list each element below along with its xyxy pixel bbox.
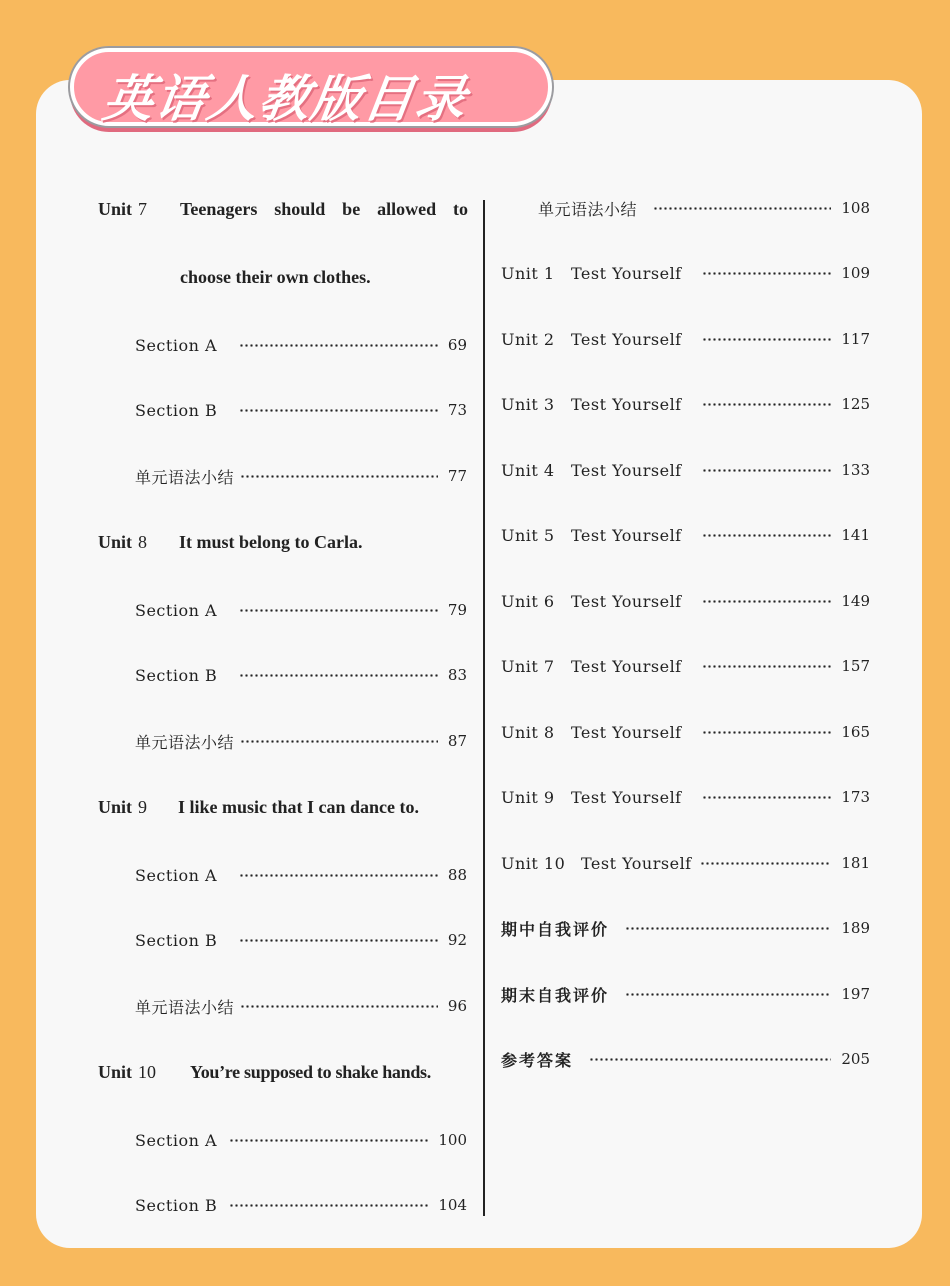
dot-leader: [702, 533, 832, 537]
toc-entry-test[interactable]: [501, 324, 870, 354]
unit-10-heading: [98, 1062, 156, 1083]
test-unit-label: Unit 4: [501, 460, 555, 480]
toc-entry[interactable]: [135, 1190, 467, 1220]
toc-entry-test[interactable]: [501, 586, 870, 616]
page-number: 165: [841, 723, 870, 741]
unit-number: 10: [138, 1062, 157, 1082]
toc-entry[interactable]: [501, 979, 870, 1009]
entry-label: Test Yourself: [571, 460, 682, 480]
unit-label: Unit: [98, 1062, 133, 1082]
entry-label: Section B: [135, 665, 218, 685]
page-number: 69: [447, 336, 467, 354]
dot-leader: [239, 408, 438, 412]
toc-entry-test[interactable]: [501, 389, 870, 419]
toc-entry[interactable]: [135, 925, 467, 955]
entry-label: 单元语法小结: [135, 997, 235, 1017]
page-number: 125: [841, 395, 870, 413]
test-unit-label: Unit 5: [501, 525, 555, 545]
entry-label: 单元语法小结: [538, 199, 638, 219]
toc-entry-test[interactable]: [501, 455, 870, 485]
page-number: 79: [447, 601, 467, 619]
dot-leader: [702, 599, 832, 603]
page-number: 117: [841, 330, 870, 348]
entry-label: Test Yourself: [581, 853, 692, 873]
dot-leader: [240, 739, 438, 743]
dot-leader: [240, 1004, 438, 1008]
unit-number: 9: [138, 797, 148, 817]
unit-7-title-line1: Teenagers should be allowed to: [180, 199, 468, 219]
toc-entry-test[interactable]: [501, 782, 870, 812]
column-divider: [483, 200, 485, 1216]
page-number: 77: [447, 467, 467, 485]
toc-entry[interactable]: [135, 726, 467, 756]
entry-label: Test Yourself: [571, 722, 682, 742]
entry-label: 参考答案: [501, 1050, 574, 1070]
dot-leader: [239, 873, 438, 877]
title-banner-pill: [70, 48, 552, 126]
dot-leader: [239, 938, 438, 942]
entry-label: Section A: [135, 335, 218, 355]
page-number: 104: [438, 1196, 467, 1214]
test-unit-label: Unit 1: [501, 263, 555, 283]
toc-entry[interactable]: [135, 991, 467, 1021]
unit-10-title: You’re supposed to shake hands.: [190, 1062, 431, 1082]
test-unit-label: Unit 8: [501, 722, 555, 742]
dot-leader: [229, 1138, 428, 1142]
dot-leader: [239, 608, 438, 612]
toc-entry[interactable]: [538, 193, 870, 223]
toc-entry-test[interactable]: [501, 651, 870, 681]
entry-label: 期末自我评价: [501, 985, 610, 1005]
unit-9-title: I like music that I can dance to.: [178, 797, 420, 817]
entry-label: 单元语法小结: [135, 732, 235, 752]
test-unit-label: Unit 7: [501, 656, 555, 676]
dot-leader: [240, 474, 438, 478]
page-number: 141: [841, 526, 870, 544]
entry-label: Section B: [135, 400, 218, 420]
page-number: 197: [841, 985, 870, 1003]
toc-entry[interactable]: [135, 1125, 467, 1155]
unit-number: 8: [138, 532, 148, 552]
entry-label: Section A: [135, 865, 218, 885]
dot-leader: [702, 271, 832, 275]
page-number: 100: [438, 1131, 467, 1149]
title-banner: [70, 48, 552, 126]
entry-label: 期中自我评价: [501, 919, 610, 939]
toc-entry[interactable]: [501, 1044, 870, 1074]
dot-leader: [229, 1203, 428, 1207]
unit-label: Unit: [98, 797, 133, 817]
page-number: 189: [841, 919, 870, 937]
dot-leader: [625, 926, 831, 930]
entry-label: 单元语法小结: [135, 467, 235, 487]
page-number: 173: [841, 788, 870, 806]
toc-entry-test[interactable]: [501, 520, 870, 550]
entry-label: Test Yourself: [571, 656, 682, 676]
page-number: 205: [841, 1050, 870, 1068]
test-unit-label: Unit 2: [501, 329, 555, 349]
page-number: 149: [841, 592, 870, 610]
page-number: 157: [841, 657, 870, 675]
unit-8-heading: [98, 532, 147, 553]
toc-entry[interactable]: [135, 660, 467, 690]
entry-label: Section B: [135, 1195, 218, 1215]
dot-leader: [702, 337, 832, 341]
toc-entry[interactable]: [135, 461, 467, 491]
page-number: 108: [841, 199, 870, 217]
dot-leader: [702, 468, 832, 472]
entry-label: Test Yourself: [571, 591, 682, 611]
entry-label: Test Yourself: [571, 787, 682, 807]
toc-entry[interactable]: [135, 595, 467, 625]
dot-leader: [702, 795, 832, 799]
entry-label: Section B: [135, 930, 218, 950]
unit-7-heading: [98, 199, 147, 220]
entry-label: Test Yourself: [571, 394, 682, 414]
test-unit-label: Unit 3: [501, 394, 555, 414]
unit-8-title: It must belong to Carla.: [179, 532, 363, 552]
page-number: 83: [447, 666, 467, 684]
entry-label: Section A: [135, 600, 218, 620]
toc-entry-test[interactable]: [501, 258, 870, 288]
toc-entry[interactable]: [501, 913, 870, 943]
toc-entry-test[interactable]: [501, 717, 870, 747]
page-number: 133: [841, 461, 870, 479]
dot-leader: [702, 402, 832, 406]
test-unit-label: Unit 9: [501, 787, 555, 807]
dot-leader: [653, 206, 831, 210]
dot-leader: [239, 673, 438, 677]
dot-leader: [702, 664, 832, 668]
page-number: 96: [447, 997, 467, 1015]
unit-label: Unit: [98, 199, 133, 219]
toc-entry[interactable]: [135, 860, 467, 890]
toc-entry-test[interactable]: [501, 848, 870, 878]
page-number: 73: [447, 401, 467, 419]
dot-leader: [589, 1057, 831, 1061]
unit-7-title-line2: choose their own clothes.: [180, 267, 371, 287]
entry-label: Test Yourself: [571, 525, 682, 545]
test-unit-label: Unit 10: [501, 853, 566, 873]
unit-9-heading: [98, 797, 147, 818]
unit-number: 7: [138, 199, 148, 219]
entry-label: Section A: [135, 1130, 218, 1150]
dot-leader: [625, 992, 831, 996]
test-unit-label: Unit 6: [501, 591, 555, 611]
dot-leader: [702, 730, 832, 734]
page-number: 87: [447, 732, 467, 750]
entry-label: Test Yourself: [571, 263, 682, 283]
dot-leader: [239, 343, 438, 347]
unit-label: Unit: [98, 532, 133, 552]
page-number: 92: [447, 931, 467, 949]
entry-label: Test Yourself: [571, 329, 682, 349]
dot-leader: [700, 861, 832, 865]
page-number: 88: [447, 866, 467, 884]
page-number: 109: [841, 264, 870, 282]
toc-entry[interactable]: [135, 330, 467, 360]
toc-entry[interactable]: [135, 395, 467, 425]
page-number: 181: [841, 854, 870, 872]
page-title: 英语人教版目录: [99, 70, 472, 128]
